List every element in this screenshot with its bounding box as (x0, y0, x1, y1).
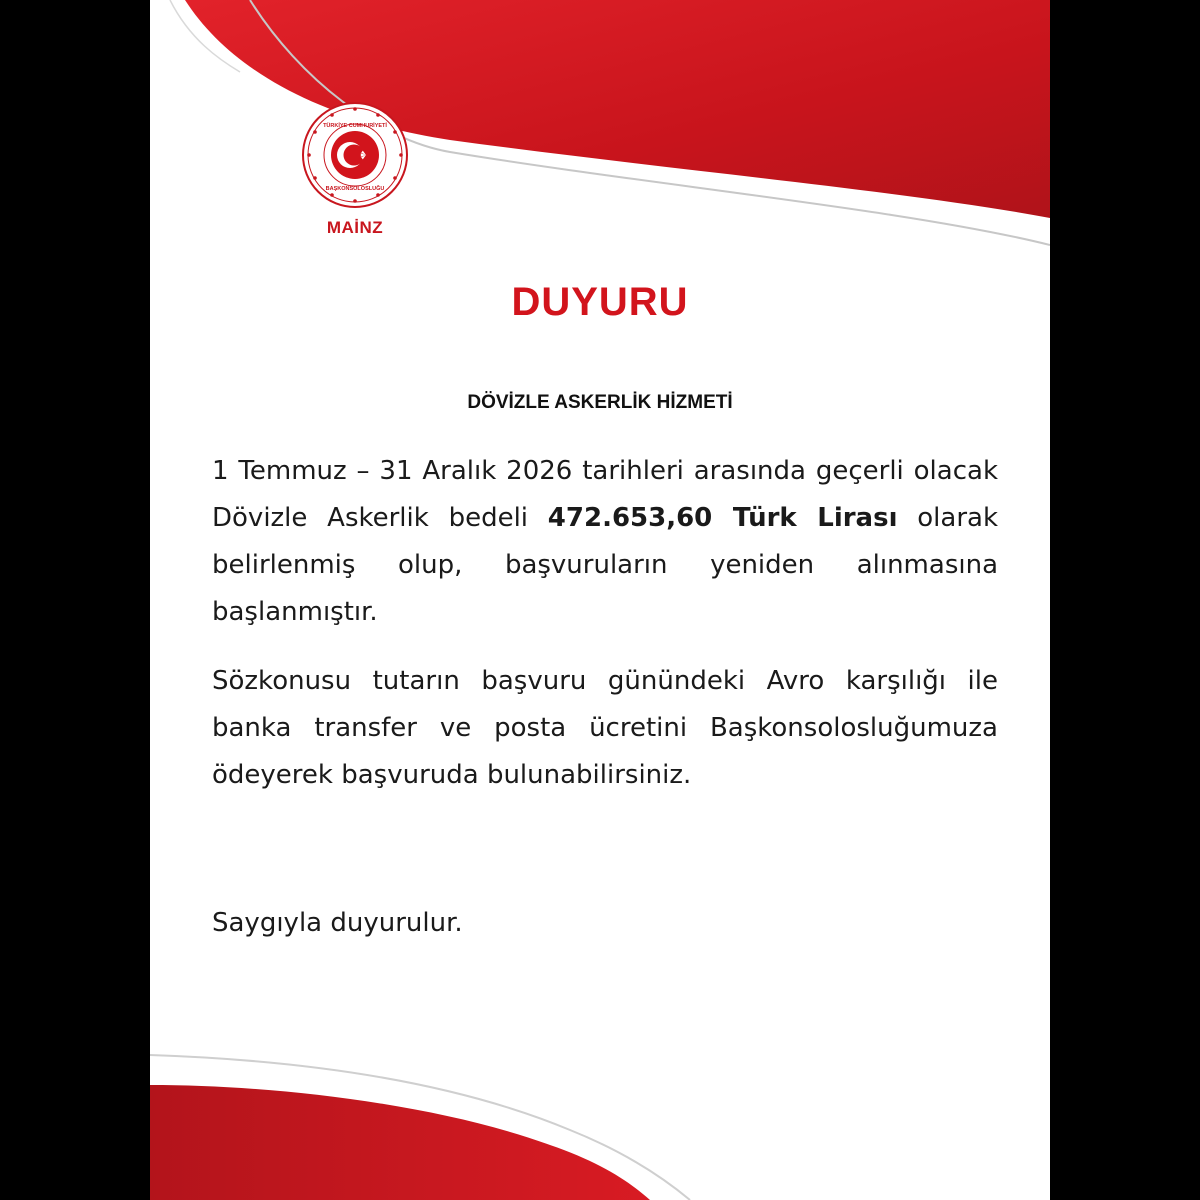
paragraph-fee-text-start: 1 Temmuz – 31 Aralık 2026 tarihleri arasında geçerli olacak Dövizle Askerlik bedeli (212, 456, 998, 533)
consulate-city: MAİNZ (326, 218, 384, 237)
paragraph-fee-text-end: olarak belirlenmiş olup, başvuruların yeniden alınmasına başlanmıştır. (212, 503, 999, 627)
page-title: DUYURU (511, 280, 689, 324)
consulate-seal-icon (300, 100, 410, 210)
svg-text:BAŞKONSOLOSLUĞU: BAŞKONSOLOSLUĞU (325, 186, 385, 192)
announcement-body (212, 448, 998, 821)
announcement-page (150, 0, 1050, 1200)
fee-amount: 472.653,60 Türk Lirası (547, 503, 898, 533)
closing-line: Saygıyla duyurulur. (212, 908, 463, 938)
paragraph-payment: Sözkonusu tutarın başvuru günündeki Avro karşılığı ile banka transfer ve posta ücretini Başkonsolosluğumuza ödeyerek başvuruda bulunabilirsiniz. (212, 666, 998, 790)
announcement-subtitle: DÖVİZLE ASKERLİK HİZMETİ (467, 392, 733, 413)
bottom-red-wave (150, 1085, 650, 1200)
svg-text:TÜRKİYE CUMHURİYETİ: TÜRKİYE CUMHURİYETİ (323, 123, 387, 129)
paragraph-fee (212, 448, 998, 636)
